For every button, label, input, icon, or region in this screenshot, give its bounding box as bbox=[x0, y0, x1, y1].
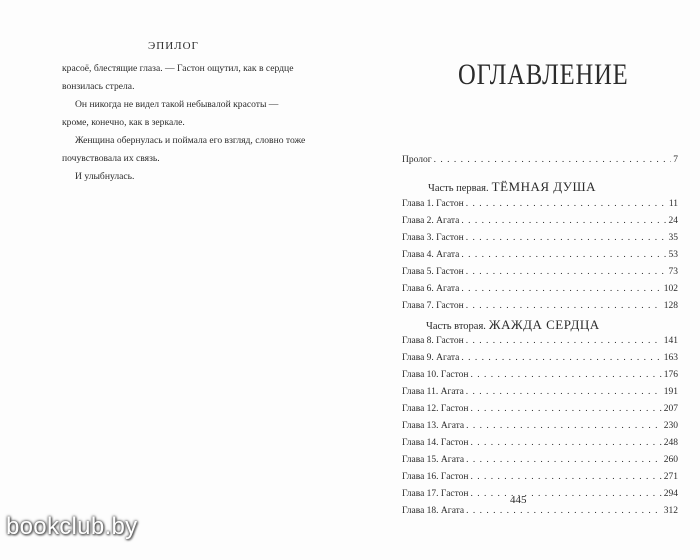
toc-entry-page: 73 bbox=[668, 267, 678, 277]
toc-entry-title: Глава 2. Агата bbox=[402, 216, 460, 226]
epilogue-text bbox=[62, 60, 307, 186]
toc-entry-title: Глава 13. Агата bbox=[402, 421, 465, 431]
toc-entry bbox=[402, 455, 678, 465]
toc-entry-page: 248 bbox=[663, 438, 678, 448]
toc-entry-page: 260 bbox=[663, 455, 678, 465]
toc-entry-page: 35 bbox=[668, 233, 678, 243]
part-title: ЖАЖДА СЕРДЦА bbox=[488, 317, 600, 332]
toc-entry bbox=[402, 353, 678, 363]
toc-entry bbox=[402, 370, 678, 380]
toc-entry-title: Глава 12. Гастон bbox=[402, 404, 469, 414]
toc-entry bbox=[402, 301, 678, 311]
toc-entry-page: 102 bbox=[663, 284, 678, 294]
leader-dots bbox=[461, 284, 661, 294]
toc-entry-title: Глава 18. Агата bbox=[402, 506, 465, 516]
leader-dots bbox=[471, 438, 662, 448]
toc-entry-page: 176 bbox=[663, 370, 678, 380]
paragraph: красоё, блестящие глаза. — Гастон ощутил, как в сердце вонзилась стрела. bbox=[62, 63, 294, 92]
toc-entry bbox=[402, 387, 678, 397]
part-prefix: Часть первая. bbox=[428, 183, 489, 194]
watermark-logo: bookclub.by bbox=[6, 513, 138, 540]
part-prefix: Часть вторая. bbox=[426, 321, 486, 332]
toc-entry-page: 53 bbox=[668, 250, 678, 260]
leader-dots bbox=[471, 404, 662, 414]
part-heading bbox=[426, 317, 600, 333]
toc-entry-title: Глава 15. Агата bbox=[402, 455, 465, 465]
toc-heading: ОГЛАВЛЕНИЕ bbox=[458, 58, 629, 91]
part-title: ТЁМНАЯ ДУША bbox=[491, 179, 596, 194]
toc-entry-page: 312 bbox=[663, 506, 678, 516]
leader-dots bbox=[466, 455, 662, 465]
toc-entry bbox=[402, 421, 678, 431]
toc-entry-title: Пролог bbox=[402, 155, 432, 165]
toc-entry-page: 163 bbox=[663, 353, 678, 363]
leader-dots bbox=[466, 387, 662, 397]
toc-entry-page: 141 bbox=[663, 336, 678, 346]
toc-entry bbox=[402, 404, 678, 414]
toc-entry bbox=[402, 199, 678, 209]
leader-dots bbox=[466, 421, 662, 431]
toc-entry-page: 294 bbox=[663, 489, 678, 499]
toc-entry-title: Глава 17. Гастон bbox=[402, 489, 469, 499]
leader-dots bbox=[466, 506, 662, 516]
toc-entry-title: Глава 5. Гастон bbox=[402, 267, 464, 277]
toc-entry-title: Глава 8. Гастон bbox=[402, 336, 464, 346]
leader-dots bbox=[471, 489, 662, 499]
toc-entry-title: Глава 10. Гастон bbox=[402, 370, 469, 380]
toc-entry-page: 24 bbox=[668, 216, 678, 226]
toc-entry-title: Глава 4. Агата bbox=[402, 250, 460, 260]
toc-entry-title: Глава 1. Гастон bbox=[402, 199, 464, 209]
toc-entry-title: Глава 9. Агата bbox=[402, 353, 460, 363]
part-heading bbox=[428, 179, 596, 195]
running-head: ЭПИЛОГ bbox=[148, 40, 199, 52]
toc-entry bbox=[402, 489, 678, 499]
toc-entry bbox=[402, 438, 678, 448]
paragraph: Он никогда не видел такой небывалой красоты — кроме, конечно, как в зеркале. bbox=[62, 99, 279, 128]
toc-entry-page: 7 bbox=[673, 155, 678, 165]
toc-entry-title: Глава 3. Гастон bbox=[402, 233, 464, 243]
toc-entry-prologue bbox=[402, 155, 678, 165]
toc-entry-page: 11 bbox=[668, 199, 678, 209]
leader-dots bbox=[461, 216, 666, 226]
toc-entry bbox=[402, 233, 678, 243]
toc-entry-page: 271 bbox=[663, 472, 678, 482]
toc-entry-title: Глава 7. Гастон bbox=[402, 301, 464, 311]
leader-dots bbox=[434, 155, 672, 165]
toc-entry-page: 128 bbox=[663, 301, 678, 311]
leader-dots bbox=[466, 301, 662, 311]
right-page bbox=[350, 0, 700, 560]
leader-dots bbox=[466, 267, 667, 277]
leader-dots bbox=[461, 353, 661, 363]
toc-entry-title: Глава 6. Агата bbox=[402, 284, 460, 294]
paragraph: Женщина обернулась и поймала его взгляд, словно тоже почувствовала их связь. bbox=[62, 135, 306, 164]
leader-dots bbox=[471, 472, 662, 482]
page-number: 445 bbox=[510, 494, 527, 506]
toc-entry-page: 230 bbox=[663, 421, 678, 431]
toc-entry bbox=[402, 336, 678, 346]
leader-dots bbox=[461, 250, 666, 260]
toc-entry bbox=[402, 250, 678, 260]
toc-entry-title: Глава 14. Гастон bbox=[402, 438, 469, 448]
toc-entry bbox=[402, 267, 678, 277]
leader-dots bbox=[471, 370, 662, 380]
paragraph: И улыбнулась. bbox=[75, 171, 135, 182]
leader-dots bbox=[466, 199, 667, 209]
toc-entry-page: 191 bbox=[663, 387, 678, 397]
toc-entry bbox=[402, 472, 678, 482]
toc-entry-title: Глава 16. Гастон bbox=[402, 472, 469, 482]
toc-entry bbox=[402, 284, 678, 294]
leader-dots bbox=[466, 336, 662, 346]
toc-entry-title: Глава 11. Агата bbox=[402, 387, 464, 397]
toc-entry bbox=[402, 216, 678, 226]
leader-dots bbox=[466, 233, 667, 243]
toc-entry bbox=[402, 506, 678, 516]
toc-entry-page: 207 bbox=[663, 404, 678, 414]
